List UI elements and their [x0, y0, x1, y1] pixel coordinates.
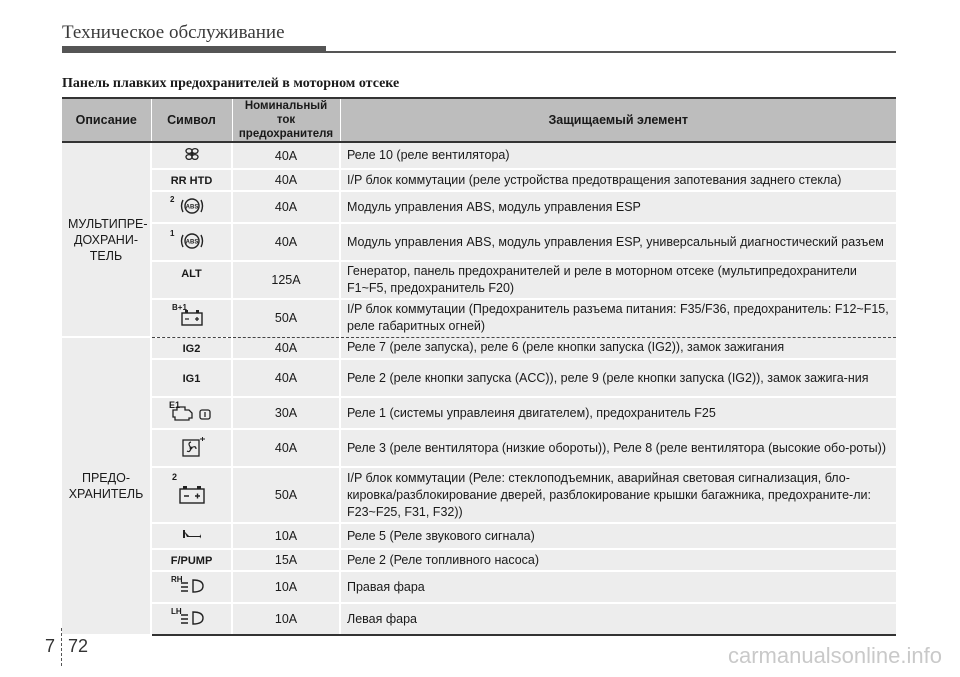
horn-icon: [181, 528, 203, 542]
symbol-cell: [151, 359, 232, 397]
symbol-cell: [151, 429, 232, 467]
table-row: [62, 169, 896, 191]
symbol-cell: [151, 223, 232, 261]
rating-value: 40A: [232, 429, 340, 467]
table-row: [62, 467, 896, 523]
symbol-superscript: LH: [171, 607, 182, 616]
symbol-cell: [151, 299, 232, 337]
table-row: [62, 359, 896, 397]
fuse-table: [62, 97, 896, 636]
rating-value: 10A: [232, 523, 340, 549]
watermark: carmanualsonline.info: [727, 643, 942, 668]
footer-separator: [61, 628, 62, 666]
rating-value: 30A: [232, 397, 340, 429]
symbol-label: ALT: [181, 268, 202, 280]
protected-element: Реле 2 (Реле топливного насоса): [340, 549, 896, 571]
page-header-title: Техническое обслуживание: [62, 22, 285, 43]
rating-value: 10A: [232, 571, 340, 603]
table-row: [62, 549, 896, 571]
cooling-fan-icon: [177, 436, 207, 458]
table-header-row: [62, 98, 896, 142]
table-row: [62, 603, 896, 635]
table-row: [62, 142, 896, 169]
symbol-cell: [151, 603, 232, 635]
protected-element: Генератор, панель предохранителей и реле в моторном отсеке (мультипредохранители F1~F5, предохранитель F20): [340, 261, 896, 299]
symbol-label: F/PUMP: [170, 555, 213, 567]
symbol-cell: [151, 397, 232, 429]
table-row: [62, 429, 896, 467]
symbol-cell: [151, 523, 232, 549]
table-row: [62, 523, 896, 549]
svg-text:ABS: ABS: [185, 204, 198, 210]
symbol-superscript: 2: [172, 472, 178, 482]
section-title: Панель плавких предохранителей в моторном отсеке: [62, 76, 400, 91]
protected-element: Реле 1 (системы управлеиня двигателем), предохранитель F25: [340, 397, 896, 429]
table-row: [62, 191, 896, 223]
protected-element: I/P блок коммутации (Предохранитель разъема питания: F35/F36, предохранитель: F12~F15, реле габаритных огней): [340, 299, 896, 337]
group-description: ПРЕДО-ХРАНИТЕЛЬ: [62, 337, 151, 635]
symbol-superscript: E1: [169, 400, 181, 410]
protected-element: Модуль управления ABS, модуль управления ESP: [340, 191, 896, 223]
protected-element: I/P блок коммутации (Реле: стеклоподъемник, аварийная световая сигнализация, бло-кировка/разблокирование дверей, разблокирование крышки багажника, предохраните-ли: F23~F25, F31, F32)): [340, 467, 896, 523]
protected-element: Реле 10 (реле вентилятора): [340, 142, 896, 169]
header-accent-bar: [62, 46, 326, 53]
rating-value: 40A: [232, 169, 340, 191]
rating-value: 10A: [232, 603, 340, 635]
abs-icon: [178, 196, 206, 216]
protected-element: I/P блок коммутации (реле устройства предотвращения запотевания заднего стекла): [340, 169, 896, 191]
protected-element: Модуль управления ABS, модуль управления ESP, универсальный диагностический разъем: [340, 223, 896, 261]
column-header-rating: Номинальный ток предохранителя: [232, 98, 340, 142]
column-header-description: Описание: [62, 98, 151, 142]
symbol-label: IG2: [182, 342, 201, 355]
symbol-superscript: B+1: [172, 303, 187, 312]
header-rule: [326, 51, 896, 53]
table-row: [62, 299, 896, 337]
table-row: [62, 397, 896, 429]
svg-text:ABS: ABS: [185, 239, 198, 245]
rating-value: 50A: [232, 467, 340, 523]
protected-element: Левая фара: [340, 603, 896, 635]
battery-icon: [177, 482, 207, 506]
rating-value: 40A: [232, 142, 340, 169]
symbol-cell: [151, 169, 232, 191]
symbol-cell: [151, 337, 232, 359]
rating-value: 125A: [232, 261, 340, 299]
symbol-cell: [151, 142, 232, 169]
fan-icon: [183, 146, 201, 162]
symbol-label: IG1: [182, 373, 201, 385]
table-row: [62, 337, 896, 359]
rating-value: 15A: [232, 549, 340, 571]
rating-value: 40A: [232, 191, 340, 223]
symbol-cell: [151, 571, 232, 603]
rating-value: 40A: [232, 359, 340, 397]
protected-element: Реле 2 (реле кнопки запуска (ACC)), реле 9 (реле кнопки запуска (IG2)), замок зажига-ния: [340, 359, 896, 397]
table-row: [62, 571, 896, 603]
column-header-element: Защищаемый элемент: [340, 98, 896, 142]
table-row: [62, 223, 896, 261]
chapter-number: 7: [45, 636, 56, 656]
abs-icon: [178, 231, 206, 251]
protected-element: Правая фара: [340, 571, 896, 603]
protected-element: Реле 3 (реле вентилятора (низкие обороты)), Реле 8 (реле вентилятора (высокие обо-роты)): [340, 429, 896, 467]
rating-value: 50A: [232, 299, 340, 337]
group-description: МУЛЬТИПРЕ-ДОХРАНИ-ТЕЛЬ: [62, 142, 151, 337]
symbol-cell: [151, 549, 232, 571]
symbol-cell: [151, 191, 232, 223]
symbol-superscript: 2: [170, 195, 175, 204]
table-row: [62, 261, 896, 299]
protected-element: Реле 7 (реле запуска), реле 6 (реле кнопки запуска (IG2)), замок зажигания: [340, 337, 896, 359]
symbol-label: RR HTD: [170, 175, 213, 187]
symbol-superscript: 1: [170, 229, 175, 238]
symbol-superscript: RH: [171, 575, 183, 584]
column-header-symbol: Символ: [151, 98, 232, 142]
rating-value: 40A: [232, 223, 340, 261]
symbol-cell: [151, 261, 232, 299]
page-number: 72: [68, 636, 89, 656]
rating-value: 40A: [232, 337, 340, 359]
protected-element: Реле 5 (Реле звукового сигнала): [340, 523, 896, 549]
symbol-cell: [151, 467, 232, 523]
